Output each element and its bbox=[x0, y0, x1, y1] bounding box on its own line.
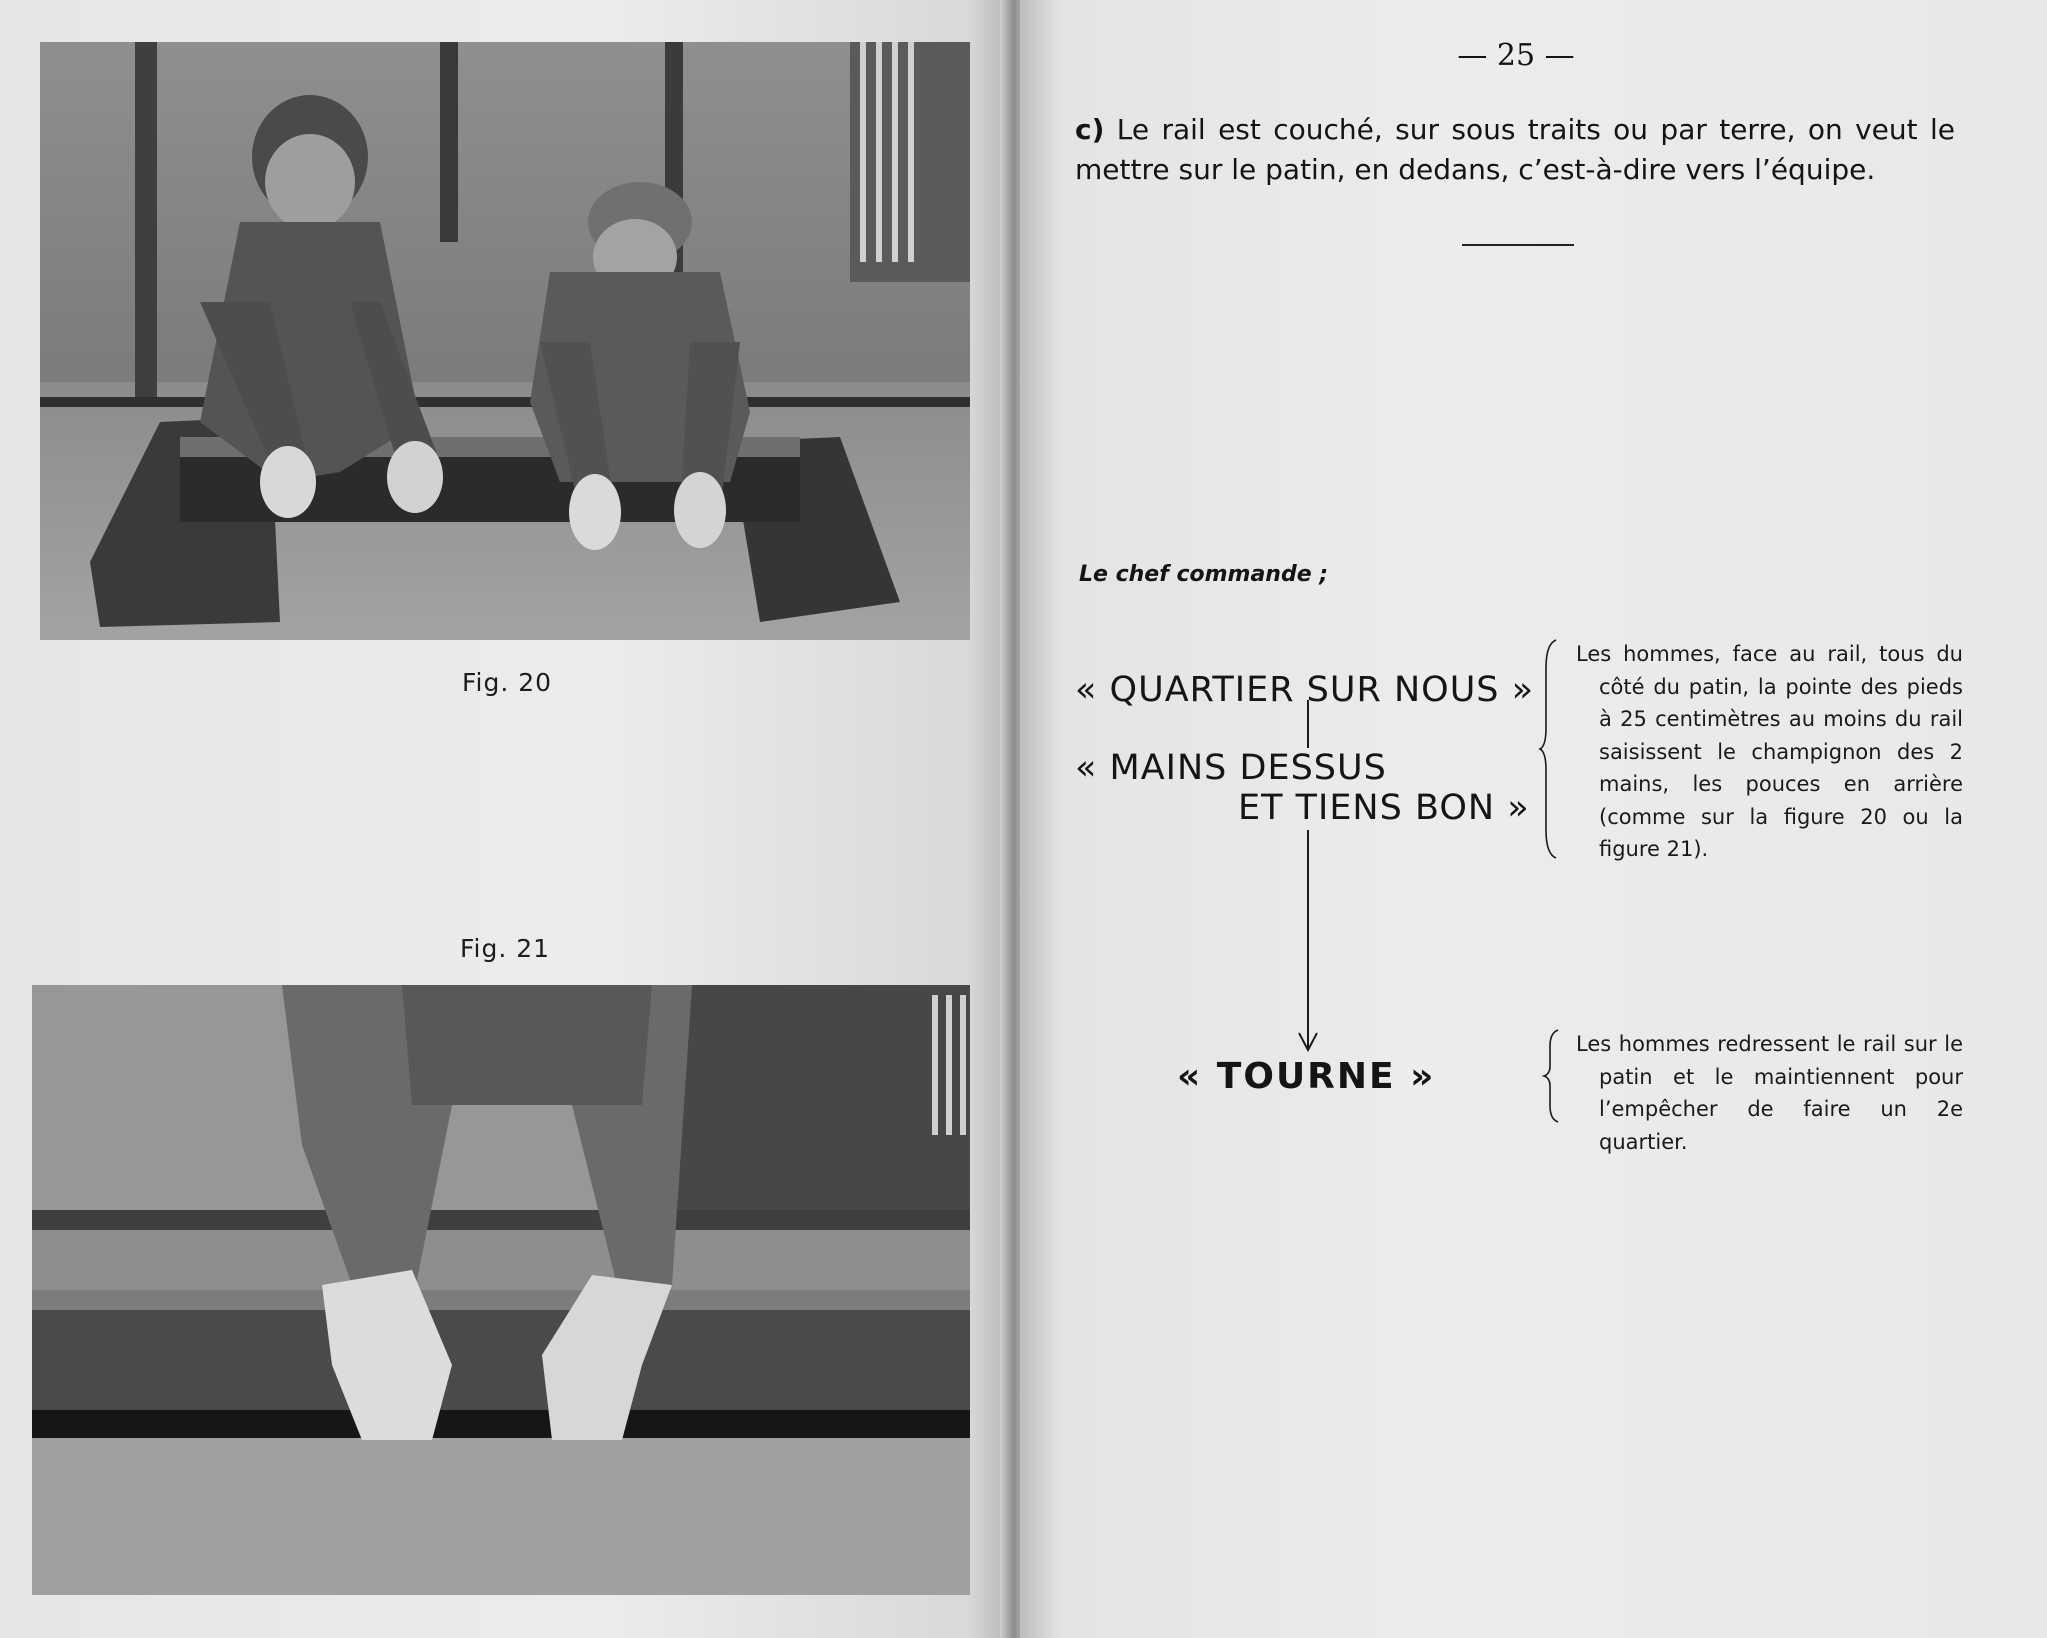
chef-label: Le chef commande ; bbox=[1079, 562, 1329, 587]
figure-20-photo bbox=[40, 42, 970, 640]
brace-1 bbox=[1540, 638, 1564, 860]
description-first: Les hommes, face au rail, tous du côté du patin, la pointe des pieds à 25 centimètres au moins du rail saisissent le champignon des 2 mains, les pouces en arrière (comme sur la figure 20 ou la figure 21). bbox=[1576, 642, 1963, 861]
command-mains-dessus-line2: ET TIENS BON » bbox=[1238, 788, 1530, 828]
section-divider bbox=[1462, 244, 1574, 246]
figure-21-image bbox=[32, 985, 970, 1595]
paragraph-c bbox=[1075, 110, 1955, 190]
page-number: — 25 — bbox=[1457, 38, 1575, 73]
figure-20-caption: Fig. 20 bbox=[462, 668, 553, 697]
command-tourne: « TOURNE » bbox=[1177, 1056, 1436, 1097]
command-mains-dessus-line1: « MAINS DESSUS bbox=[1075, 748, 1387, 788]
window-bars bbox=[932, 995, 966, 1135]
command-quartier-sur-nous: « QUARTIER SUR NOUS » bbox=[1075, 670, 1535, 710]
flow-arrow bbox=[1296, 700, 1320, 1052]
paragraph-c-text: Le rail est couché, sur sous traits ou par terre, on veut le mettre sur le patin, en dedans, c’est-à-dire vers l’équipe. bbox=[1075, 113, 1955, 186]
figure-21-photo bbox=[32, 985, 970, 1595]
left-page bbox=[0, 0, 1008, 1638]
figure-20-image bbox=[40, 42, 970, 640]
window-bars bbox=[850, 42, 970, 282]
paragraph-c-label: c) bbox=[1075, 113, 1105, 146]
figure-21-caption: Fig. 21 bbox=[460, 934, 551, 963]
description-second: Les hommes redressent le rail sur le patin et le maintiennent pour l’empêcher de faire un 2e quartier. bbox=[1576, 1032, 1963, 1154]
brace-2 bbox=[1544, 1028, 1568, 1124]
